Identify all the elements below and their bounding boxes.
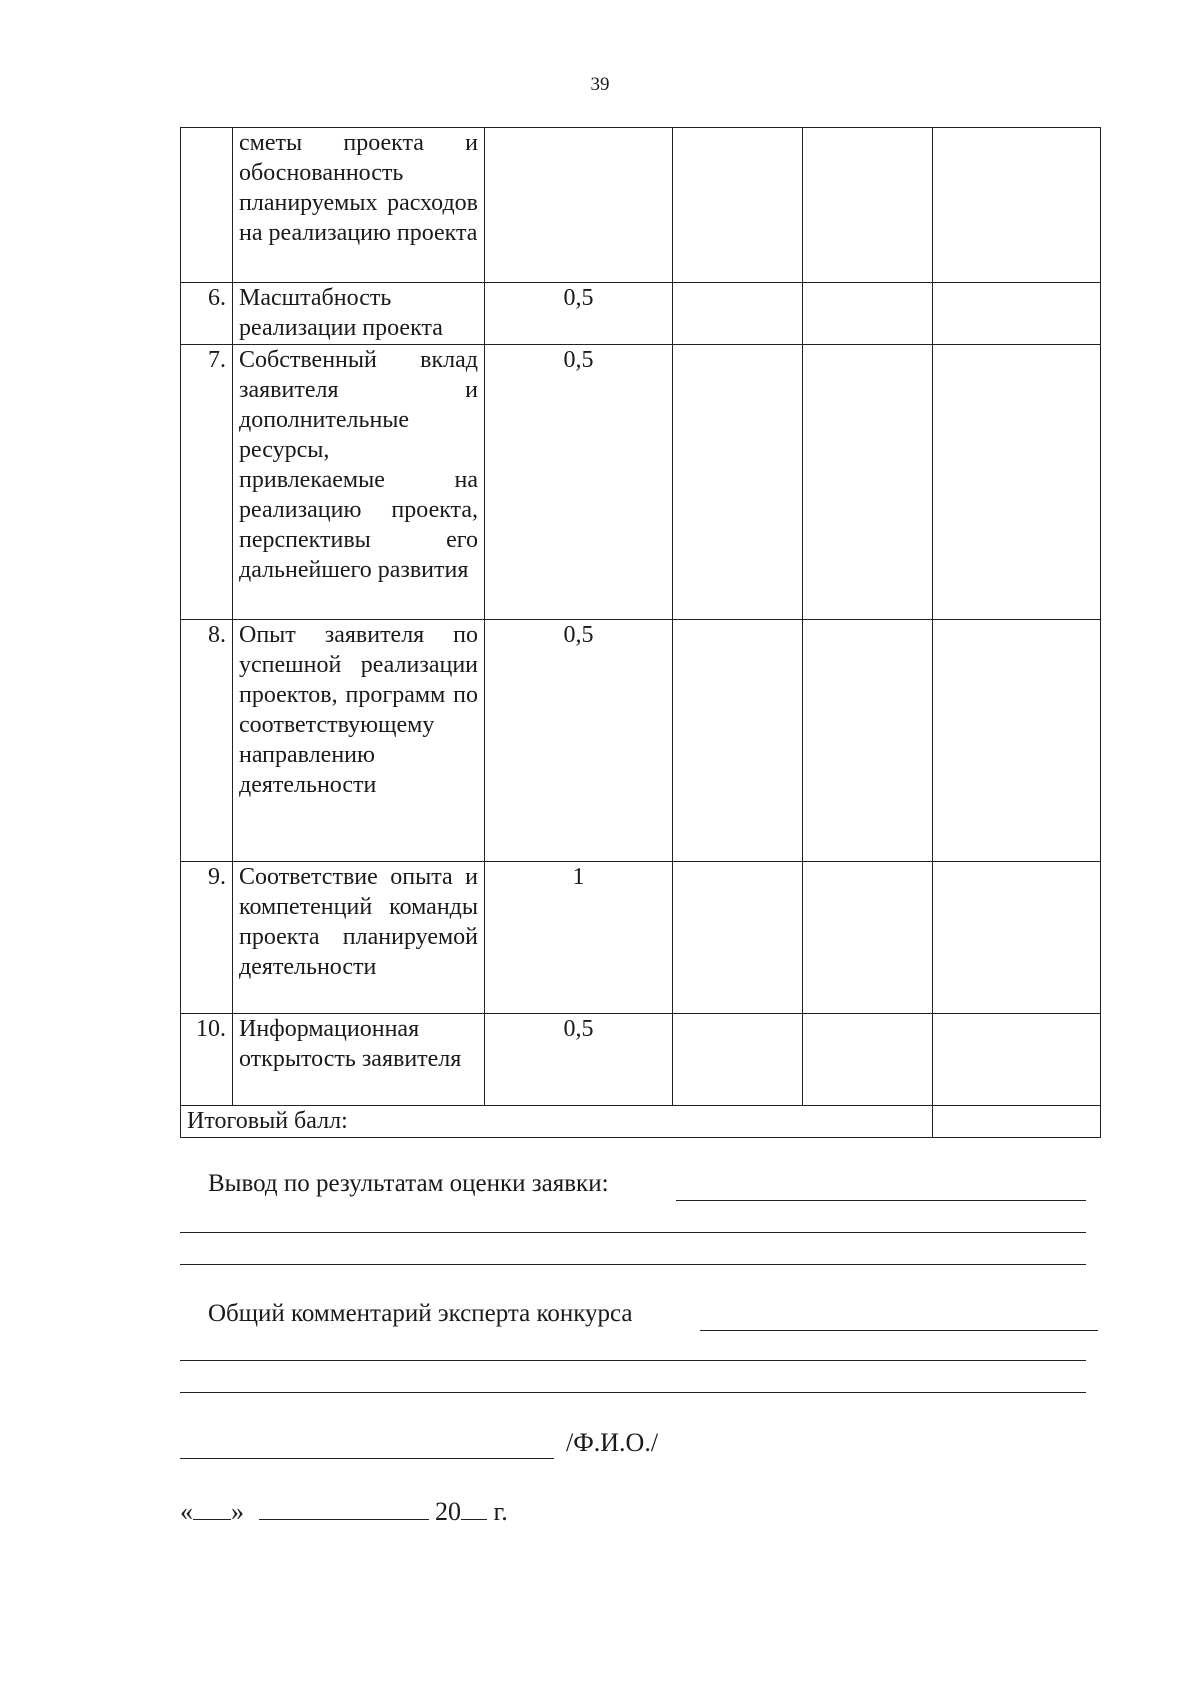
score-cell [673, 345, 803, 620]
max-score-cell: 0,5 [485, 345, 673, 620]
criterion-text: Соответствие опыта и компетенций команды проекта планируемой деятельности [239, 864, 478, 980]
criterion-text: Собственный вклад заявителя и дополнительные ресурсы, привлекаемые на реализацию проекта, перспективы его дальнейшего развития [239, 347, 478, 583]
score-cell [673, 283, 803, 345]
year-blank[interactable] [461, 1493, 487, 1520]
max-score-cell: 1 [485, 862, 673, 1014]
conclusion-label: Вывод по результатам оценки заявки: [208, 1170, 609, 1197]
score-cell [803, 862, 933, 1014]
score-cell [803, 128, 933, 283]
date-close-quote: » [231, 1497, 244, 1526]
criterion-cell [233, 620, 485, 862]
score-cell [803, 345, 933, 620]
criterion-cell [233, 283, 485, 345]
date-open-quote: « [180, 1497, 193, 1526]
table-row [181, 620, 1101, 862]
table-row [181, 345, 1101, 620]
max-score-cell: 0,5 [485, 283, 673, 345]
comment-cell [933, 128, 1101, 283]
table-row [181, 283, 1101, 345]
conclusion-line[interactable] [180, 1232, 1086, 1233]
date-line [180, 1493, 508, 1527]
criterion-text: Опыт заявителя по успешной реализации проектов, программ по соответствующему направлению деятельности [239, 622, 478, 798]
row-number: 10. [181, 1014, 233, 1106]
score-cell [803, 1014, 933, 1106]
comment-cell [933, 862, 1101, 1014]
row-number: 6. [181, 283, 233, 345]
max-score-cell: 0,5 [485, 620, 673, 862]
year-prefix: 20 [435, 1497, 461, 1526]
score-cell [673, 862, 803, 1014]
comment-line[interactable] [180, 1360, 1086, 1361]
row-number: 9. [181, 862, 233, 1014]
criterion-text: Масштабность реализации проекта [239, 285, 443, 341]
table-row [181, 862, 1101, 1014]
criterion-cell [233, 1014, 485, 1106]
criterion-text: сметы проекта и обоснованность планируемых расходов на реализацию проекта [239, 130, 478, 246]
score-cell [803, 620, 933, 862]
score-cell [673, 128, 803, 283]
criterion-cell [233, 862, 485, 1014]
comment-line[interactable] [700, 1330, 1098, 1331]
total-score-cell [933, 1106, 1101, 1138]
table-row [181, 128, 1101, 283]
year-suffix: г. [493, 1497, 508, 1526]
criterion-cell [233, 128, 485, 283]
row-number: 7. [181, 345, 233, 620]
signature-label: /Ф.И.О./ [566, 1428, 659, 1457]
max-score-cell [485, 128, 673, 283]
row-number [181, 128, 233, 283]
total-row [181, 1106, 1101, 1138]
comment-cell [933, 1014, 1101, 1106]
max-score-cell: 0,5 [485, 1014, 673, 1106]
comment-cell [933, 345, 1101, 620]
day-blank[interactable] [193, 1493, 231, 1520]
month-blank[interactable] [259, 1493, 429, 1520]
table-row [181, 1014, 1101, 1106]
criterion-text: Информационная открытость заявителя [239, 1016, 462, 1072]
conclusion-line[interactable] [180, 1264, 1086, 1265]
criterion-cell [233, 345, 485, 620]
comment-label: Общий комментарий эксперта конкурса [208, 1300, 633, 1327]
conclusion-line[interactable] [676, 1200, 1086, 1201]
signature-line[interactable] [180, 1458, 554, 1459]
comment-cell [933, 283, 1101, 345]
page-number: 39 [590, 74, 610, 95]
score-cell [673, 1014, 803, 1106]
total-label: Итоговый балл: [181, 1106, 933, 1138]
comment-cell [933, 620, 1101, 862]
row-number: 8. [181, 620, 233, 862]
comment-line[interactable] [180, 1392, 1086, 1393]
score-cell [673, 620, 803, 862]
evaluation-table [180, 127, 1101, 1138]
score-cell [803, 283, 933, 345]
